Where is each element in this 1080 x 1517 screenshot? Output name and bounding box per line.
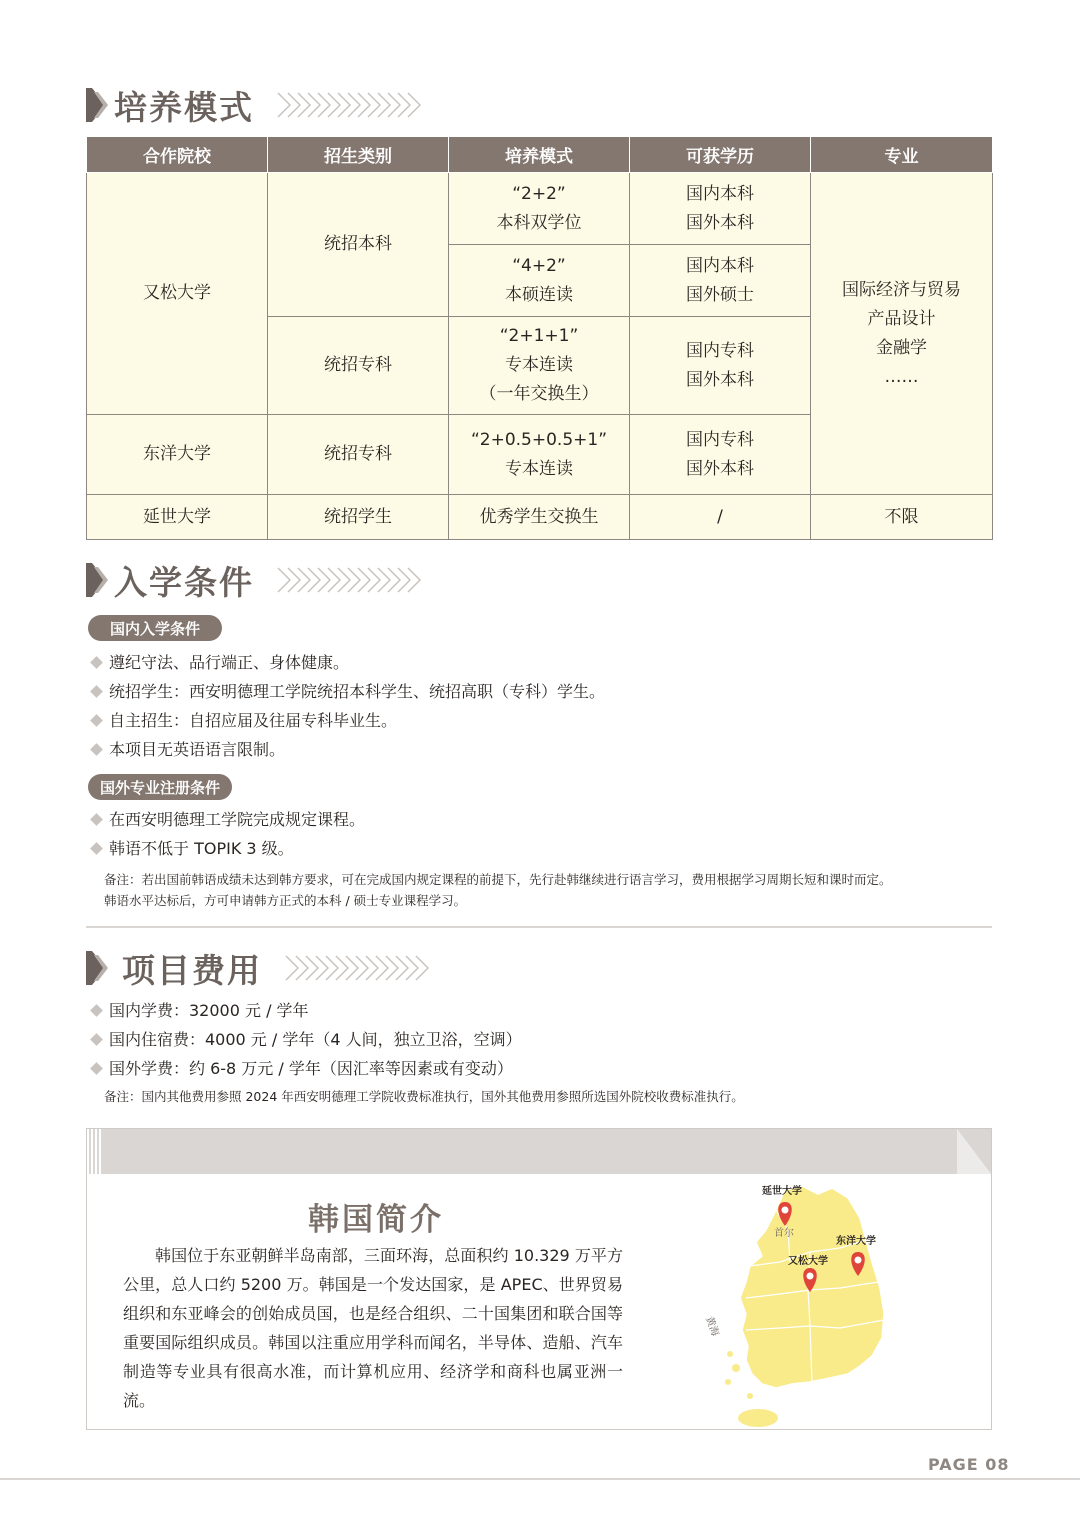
cell-mode: “2+2” 本科双学位 [449,173,630,245]
section-fees-heading [86,943,434,993]
diamond-bullet-icon [90,656,103,669]
table-row [87,495,993,540]
stripe-decoration [87,1129,101,1174]
admission-note: 备注：若出国前韩语成绩未达到韩方要求，可在完成国内规定课程的前提下，先行赴韩继续进行语言学习，费用根据学习周期长短和课时而定。 韩语水平达标后，方可申请韩方正式的本科 / 硕士专业课程学习。 [104,872,892,908]
sea-label: 黄海 [703,1315,721,1338]
chevron-decoration-icon [276,90,426,120]
cell-degree: 国内专科 国外本科 [630,317,811,415]
section-admission-heading [86,555,426,605]
cell-degree: 国内本科 国外硕士 [630,245,811,317]
arrow-marker-icon [86,563,108,597]
cell-category: 统招本科 [268,173,449,317]
cell-majors: 国际经济与贸易 产品设计 金融学 …… [811,173,993,495]
diamond-bullet-icon [90,813,103,826]
table-header-row [87,137,993,173]
cell-category: 统招学生 [268,495,449,540]
cell-degree: / [630,495,811,540]
diamond-bullet-icon [90,743,103,756]
cell-school-yousong: 又松大学 [87,173,268,415]
cell-category: 统招专科 [268,317,449,415]
corner-fold-icon [957,1129,991,1174]
cell-degree: 国内本科 国外本科 [630,173,811,245]
training-mode-table [86,136,993,540]
list-item: 国外学费：约 6-8 万元 / 学年（因汇率等因素或有变动） [88,1054,522,1083]
list-item: 国内学费：32000 元 / 学年 [88,996,522,1025]
diamond-bullet-icon [90,842,103,855]
header-category: 招生类别 [268,137,449,173]
korea-intro-text: 韩国位于东亚朝鲜半岛南部，三面环海，总面积约 10.329 万平方公里，总人口约 5200 万。韩国是一个发达国家，是 APEC、世界贸易组织和东亚峰会的创始成员国，也是经合组织、二十国集团和联合国等重要国际组织成员。韩国以注重应用学科而闻名，半导体、造船、汽车制造等专业具有很高水准，而计算机应用、经济学和商科也属亚洲一流。 [123,1246,623,1410]
list-item: 遵纪守法、品行端正、身体健康。 [88,648,605,677]
cell-category: 统招专科 [268,415,449,495]
page-number: PAGE 08 [928,1455,1010,1474]
diamond-bullet-icon [90,714,103,727]
list-item: 自主招生：自招应届及往届专科毕业生。 [88,706,605,735]
header-mode: 培养模式 [449,137,630,173]
cell-mode: “2+0.5+0.5+1” 专本连读 [449,415,630,495]
section-divider [86,926,992,928]
cell-school-yonsei: 延世大学 [87,495,268,540]
list-item: 本项目无英语语言限制。 [88,735,605,764]
arrow-marker-icon [86,951,108,985]
chevron-decoration-icon [276,565,426,595]
cell-degree: 国内专科 国外本科 [630,415,811,495]
domestic-conditions-label: 国内入学条件 [88,615,222,641]
bottom-rule [0,1478,1080,1480]
map-label-seoul: 首尔 [774,1228,794,1239]
arrow-marker-icon [86,88,108,122]
header-major: 专业 [811,137,993,173]
domestic-conditions-list [88,648,605,764]
intro-header-band [87,1129,991,1174]
diamond-bullet-icon [90,685,103,698]
map-label-yousong: 又松大学 [788,1256,828,1267]
list-item: 国内住宿费：4000 元 / 学年（4 人间，独立卫浴，空调） [88,1025,522,1054]
chevron-decoration-icon [284,953,434,983]
jeju-island-shape [738,1409,778,1427]
table-row [87,173,993,245]
diamond-bullet-icon [90,1033,103,1046]
foreign-conditions-list [88,805,365,863]
korea-intro-title: 韩国简介 [308,1202,444,1238]
section-title: 入学条件 [114,562,254,602]
header-degree: 可获学历 [630,137,811,173]
list-item: 韩语不低于 TOPIK 3 级。 [88,834,365,863]
cell-mode: 优秀学生交换生 [449,495,630,540]
map-label-dongyang: 东洋大学 [836,1236,876,1247]
section-title: 项目费用 [122,950,262,990]
cell-mode: “2+1+1” 专本连读 （一年交换生） [449,317,630,415]
diamond-bullet-icon [90,1004,103,1017]
section-title: 培养模式 [114,87,254,127]
fees-note: 备注：国内其他费用参照 2024 年西安明德理工学院收费标准执行，国外其他费用参照所选国外院校收费标准执行。 [104,1089,744,1104]
map-label-yonsei: 延世大学 [762,1186,802,1197]
fees-list [88,996,522,1083]
cell-school-dongyang: 东洋大学 [87,415,268,495]
cell-mode: “4+2” 本硕连读 [449,245,630,317]
diamond-bullet-icon [90,1062,103,1075]
list-item: 在西安明德理工学院完成规定课程。 [88,805,365,834]
section-training-heading [86,80,426,130]
cell-major: 不限 [811,495,993,540]
korea-map [690,1178,900,1433]
header-school: 合作院校 [87,137,268,173]
foreign-conditions-label: 国外专业注册条件 [88,774,232,800]
list-item: 统招学生：西安明德理工学院统招本科学生、统招高职（专科）学生。 [88,677,605,706]
